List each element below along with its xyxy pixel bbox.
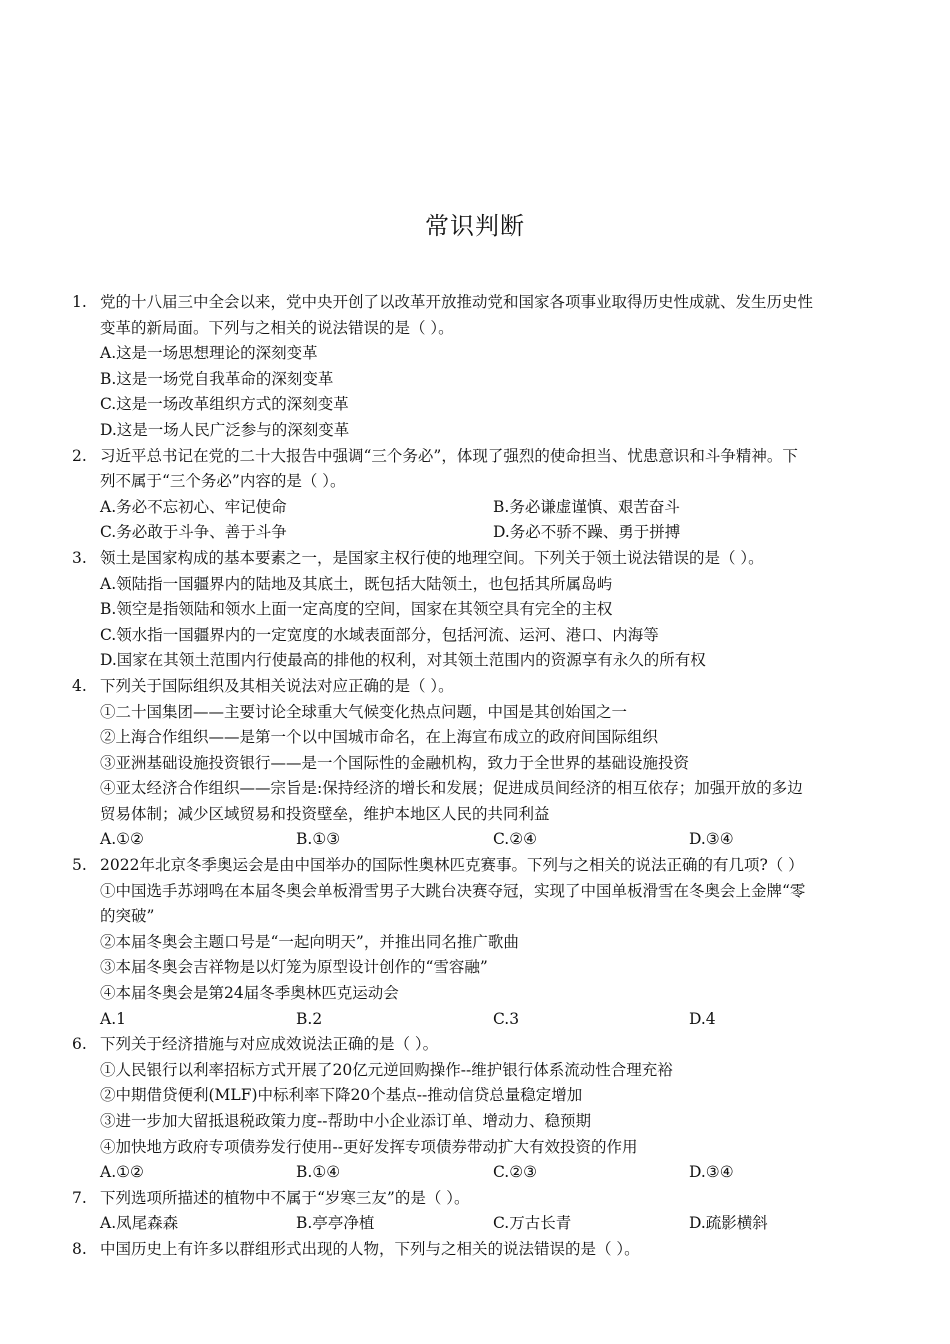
option-c[interactable]: C.3 (493, 1009, 520, 1028)
statement-item: ①人民银行以利率招标方式开展了20亿元逆回购操作--维护银行体系流动性合理充裕 (100, 1060, 673, 1079)
question-number: 8. (72, 1239, 87, 1258)
question-number: 4. (72, 676, 87, 695)
statement-item: ③本届冬奥会吉祥物是以灯笼为原型设计创作的“雪容融” (100, 958, 488, 977)
question-stem-line: 列不属于“三个务必”内容的是（ ）。 (100, 472, 346, 491)
question-stem-line: 5. 2022年北京冬季奥运会是由中国举办的国际性奥林匹克赛事。下列与之相关的说法正确的有几项?（ ） (0, 853, 950, 879)
options-row (0, 1211, 950, 1237)
option-a[interactable]: A.①② (100, 1163, 144, 1182)
question-stem-line: 2. 习近平总书记在党的二十大报告中强调“三个务必”，体现了强烈的使命担当、忧患意识和斗争精神。下 (0, 444, 950, 470)
question-stem-line: 1. 党的十八届三中全会以来，党中央开创了以改革开放推动党和国家各项事业取得历史性成就、发生历史性 (0, 290, 950, 316)
statement-item: ②本届冬奥会主题口号是“一起向明天”，并推出同名推广歌曲 (100, 932, 519, 951)
option-d[interactable]: D.疏影横斜 (689, 1214, 768, 1233)
question-stem-line: 3. 领土是国家构成的基本要素之一，是国家主权行使的地理空间。下列关于领土说法错误的是（ ）。 (0, 546, 950, 572)
option-b[interactable]: B.这是一场党自我革命的深刻变革 (100, 369, 334, 388)
question-number: 2. (72, 446, 87, 465)
question-stem-line: 7. 下列选项所描述的植物中不属于“岁寒三友”的是（ ）。 (0, 1186, 950, 1212)
options-row (0, 1007, 950, 1033)
statement-item: ③亚洲基础设施投资银行——是一个国际性的金融机构，致力于全世界的基础设施投资 (100, 753, 690, 772)
option-a[interactable]: A.1 (100, 1009, 126, 1028)
question-stem-line: 8. 中国历史上有许多以群组形式出现的人物，下列与之相关的说法错误的是（ ）。 (0, 1237, 950, 1263)
question-number: 1. (72, 293, 87, 311)
question-stem-line: 变革的新局面。下列与之相关的说法错误的是（ ）。 (100, 318, 454, 337)
statement-item: ④本届冬奥会是第24届冬季奥林匹克运动会 (100, 984, 399, 1003)
option-a[interactable]: A.这是一场思想理论的深刻变革 (100, 344, 318, 363)
option-b[interactable]: B.亭亭净植 (296, 1214, 375, 1233)
options-row (0, 495, 950, 521)
question-4 (0, 674, 950, 853)
question-7 (0, 1186, 950, 1237)
statement-item: ②上海合作组织——是第一个以中国城市命名，在上海宣布成立的政府间国际组织 (100, 728, 659, 747)
statement-item: ②中期借贷便利(MLF)中标利率下降20个基点--推动信贷总量稳定增加 (100, 1086, 583, 1105)
option-b[interactable]: B.2 (296, 1009, 323, 1028)
option-b[interactable]: B.务必谦虚谨慎、艰苦奋斗 (493, 497, 680, 516)
question-number: 7. (72, 1188, 87, 1207)
option-d[interactable]: D.这是一场人民广泛参与的深刻变革 (100, 420, 350, 439)
question-1 (0, 290, 950, 444)
statement-item: 贸易体制；减少区域贸易和投资壁垒，维护本地区人民的共同利益 (100, 804, 550, 823)
option-c[interactable]: C.务必敢于斗争、善于斗争 (100, 523, 287, 542)
option-b[interactable]: B.①③ (296, 830, 341, 849)
option-c[interactable]: C.这是一场改革组织方式的深刻变革 (100, 395, 349, 414)
statement-item: ④亚太经济合作组织——宗旨是:保持经济的增长和发展；促进成员间经济的相互依存；加强开放的多边 (100, 779, 803, 798)
option-d[interactable]: D.务必不骄不躁、勇于拼搏 (493, 523, 681, 542)
statement-item: ①二十国集团——主要讨论全球重大气候变化热点问题，中国是其创始国之一 (100, 702, 628, 721)
options-row (0, 520, 950, 546)
statement-item: ④加快地方政府专项债券发行使用--更好发挥专项债券带动扩大有效投资的作用 (100, 1137, 638, 1156)
option-c[interactable]: C.②④ (493, 830, 538, 849)
statement-item: ①中国选手苏翊鸣在本届冬奥会单板滑雪男子大跳台决赛夺冠，实现了中国单板滑雪在冬奥会上金牌“零 (100, 881, 806, 900)
option-a[interactable]: A.①② (100, 830, 144, 849)
options-row (0, 827, 950, 853)
question-number: 6. (72, 1035, 87, 1054)
question-list (0, 290, 950, 1263)
option-a[interactable]: A.领陆指一国疆界内的陆地及其底土，既包括大陆领土，也包括其所属岛屿 (100, 574, 613, 593)
question-6 (0, 1032, 950, 1186)
question-number: 5. (72, 856, 87, 875)
question-8 (0, 1237, 950, 1263)
question-number: 3. (72, 548, 87, 567)
option-c[interactable]: C.②③ (493, 1163, 538, 1182)
option-c[interactable]: C.万古长青 (493, 1214, 572, 1233)
question-5 (0, 853, 950, 1032)
option-d[interactable]: D.国家在其领土范围内行使最高的排他的权利，对其领土范围内的资源享有永久的所有权 (100, 651, 706, 670)
question-stem-line: 6. 下列关于经济措施与对应成效说法正确的是（ ）。 (0, 1032, 950, 1058)
question-stem-line: 4. 下列关于国际组织及其相关说法对应正确的是（ ）。 (0, 674, 950, 700)
option-c[interactable]: C.领水指一国疆界内的一定宽度的水域表面部分，包括河流、运河、港口、内海等 (100, 625, 659, 644)
question-3 (0, 546, 950, 674)
option-d[interactable]: D.③④ (689, 830, 734, 849)
options-row (0, 1160, 950, 1186)
option-d[interactable]: D.③④ (689, 1163, 734, 1182)
page-title: 常识判断 (425, 212, 525, 240)
option-d[interactable]: D.4 (689, 1009, 716, 1028)
option-b[interactable]: B.①④ (296, 1163, 341, 1182)
statement-item: ③进一步加大留抵退税政策力度--帮助中小企业添订单、增动力、稳预期 (100, 1112, 591, 1130)
option-a[interactable]: A.凤尾森森 (100, 1214, 179, 1233)
option-b[interactable]: B.领空是指领陆和领水上面一定高度的空间，国家在其领空具有完全的主权 (100, 600, 613, 619)
option-a[interactable]: A.务必不忘初心、牢记使命 (100, 497, 287, 516)
statement-item: 的突破” (100, 907, 155, 926)
question-2 (0, 444, 950, 546)
